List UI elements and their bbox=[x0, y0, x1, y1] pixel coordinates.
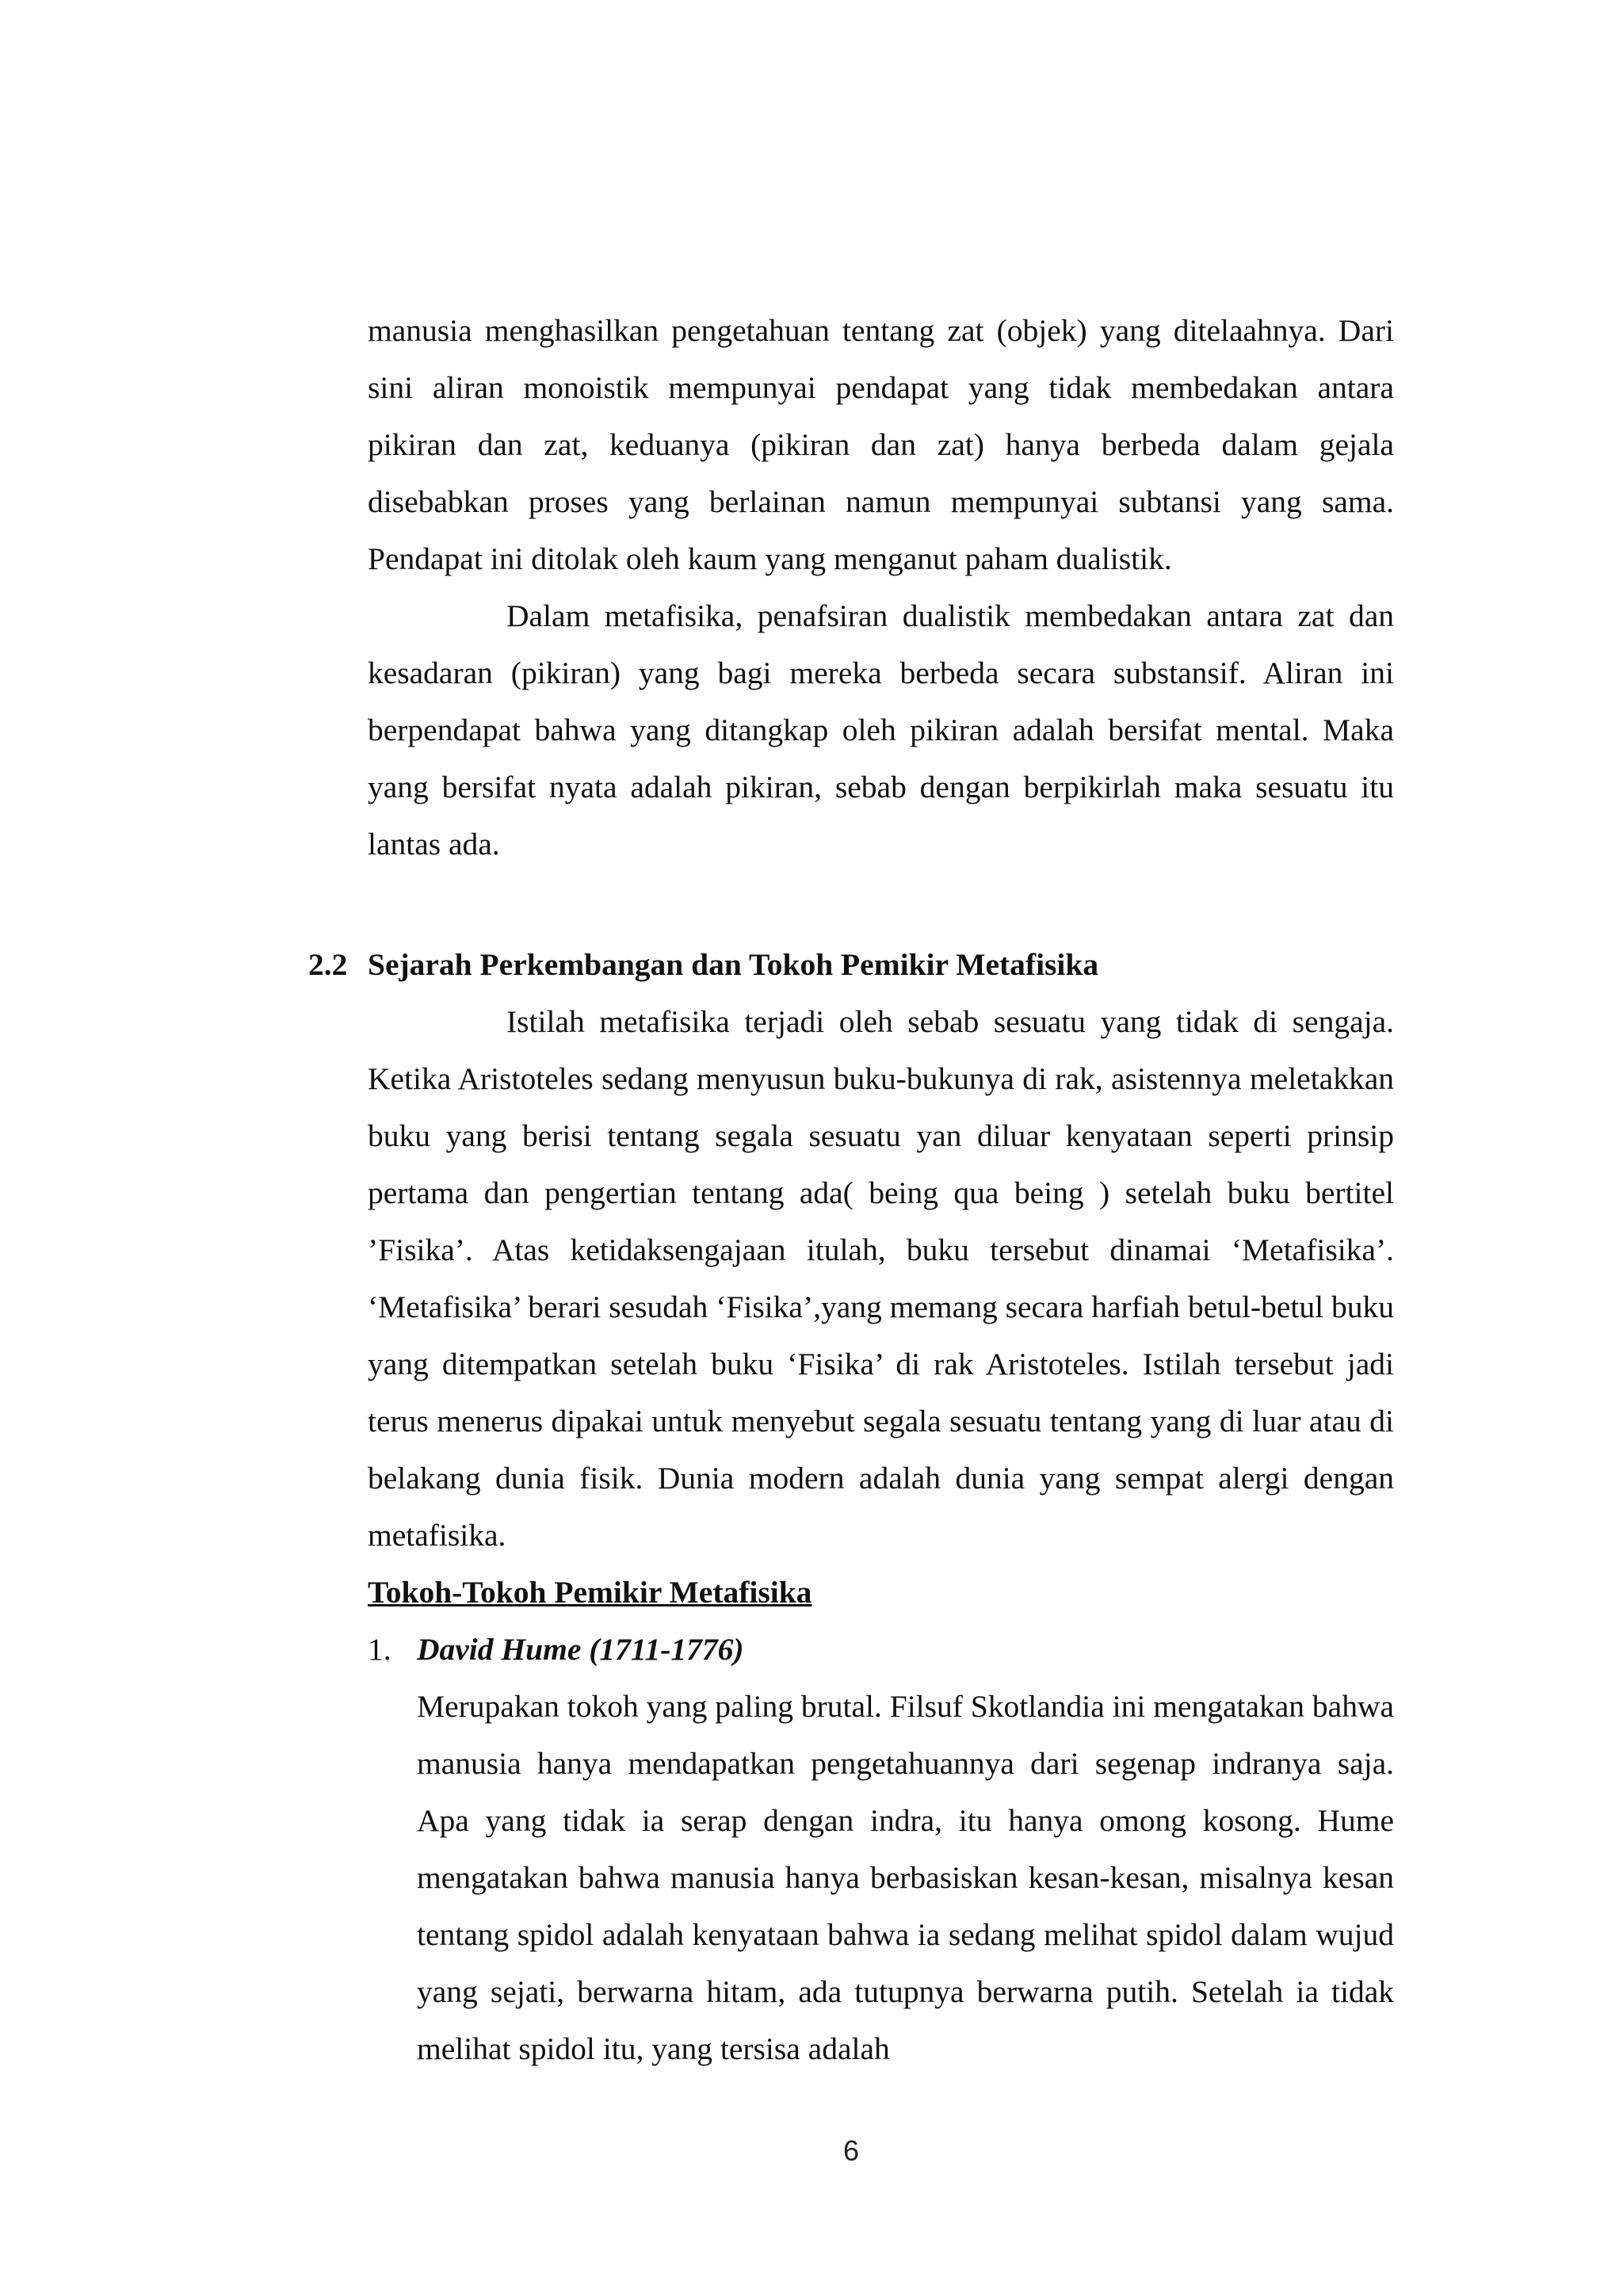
subheading-tokoh: Tokoh-Tokoh Pemikir Metafisika bbox=[368, 1575, 812, 1610]
paragraph-dualistik: Dalam metafisika, penafsiran dualistik membedakan antara zat dan kesadaran (pikiran) yang bagi mereka berbeda secara substansif. Aliran ini berpendapat bahwa yang ditangkap oleh pikiran adalah bersifat mental. Maka yang bersifat nyata adalah pikiran, sebab dengan berpikirlah maka sesuatu itu lantas ada. bbox=[368, 598, 1394, 861]
list-marker: 1. bbox=[368, 1632, 391, 1667]
list-item-title: David Hume (1711-1776) bbox=[417, 1632, 744, 1667]
page-content bbox=[308, 302, 1395, 2077]
paragraph-monoistik: manusia menghasilkan pengetahuan tentang zat (objek) yang ditelaahnya. Dari sini aliran monoistik mempunyai pendapat yang tidak membedakan antara pikiran dan zat, keduanya (pikiran dan zat) hanya berbeda dalam gejala disebabkan proses yang berlainan namun mempunyai subtansi yang sama. Pendapat ini ditolak oleh kaum yang menganut paham dualistik. bbox=[368, 313, 1394, 576]
paragraph-istilah-metafisika: Istilah metafisika terjadi oleh sebab sesuatu yang tidak di sengaja. Ketika Aristoteles sedang menyusun buku-bukunya di rak, asistennya meletakkan buku yang berisi tentang segala sesuatu yan diluar kenyataan seperti prinsip pertama dan pengertian tentang ada( being qua being ) setelah buku bertitel ’Fisika’. Atas ketidaksengajaan itulah, buku tersebut dinamai ‘Metafisika’. ‘Metafisika’ berari sesudah ‘Fisika’,yang memang secara harfiah betul-betul buku yang ditempatkan setelah buku ‘Fisika’ di rak Aristoteles. Istilah tersebut jadi terus menerus dipakai untuk menyebut segala sesuatu tentang yang di luar atau di belakang dunia fisik. Dunia modern adalah dunia yang sempat alergi dengan metafisika. bbox=[368, 1004, 1394, 1553]
section-number: 2.2 bbox=[308, 947, 348, 982]
list-item-text: Merupakan tokoh yang paling brutal. Filsuf Skotlandia ini mengatakan bahwa manusia hanya mendapatkan pengetahuannya dari segenap indranya saja. Apa yang tidak ia serap dengan indra, itu hanya omong kosong. Hume mengatakan bahwa manusia hanya berbasiskan kesan-kesan, misalnya kesan tentang spidol adalah kenyataan bahwa ia sedang melihat spidol dalam wujud yang sejati, berwarna hitam, ada tutupnya berwarna putih. Setelah ia tidak melihat spidol itu, yang tersisa adalah bbox=[417, 1689, 1395, 2066]
section-title: Sejarah Perkembangan dan Tokoh Pemikir Metafisika bbox=[368, 947, 1099, 982]
section-heading bbox=[308, 936, 1394, 993]
list-item bbox=[368, 1621, 1394, 2077]
page-number: 6 bbox=[842, 2134, 860, 2167]
